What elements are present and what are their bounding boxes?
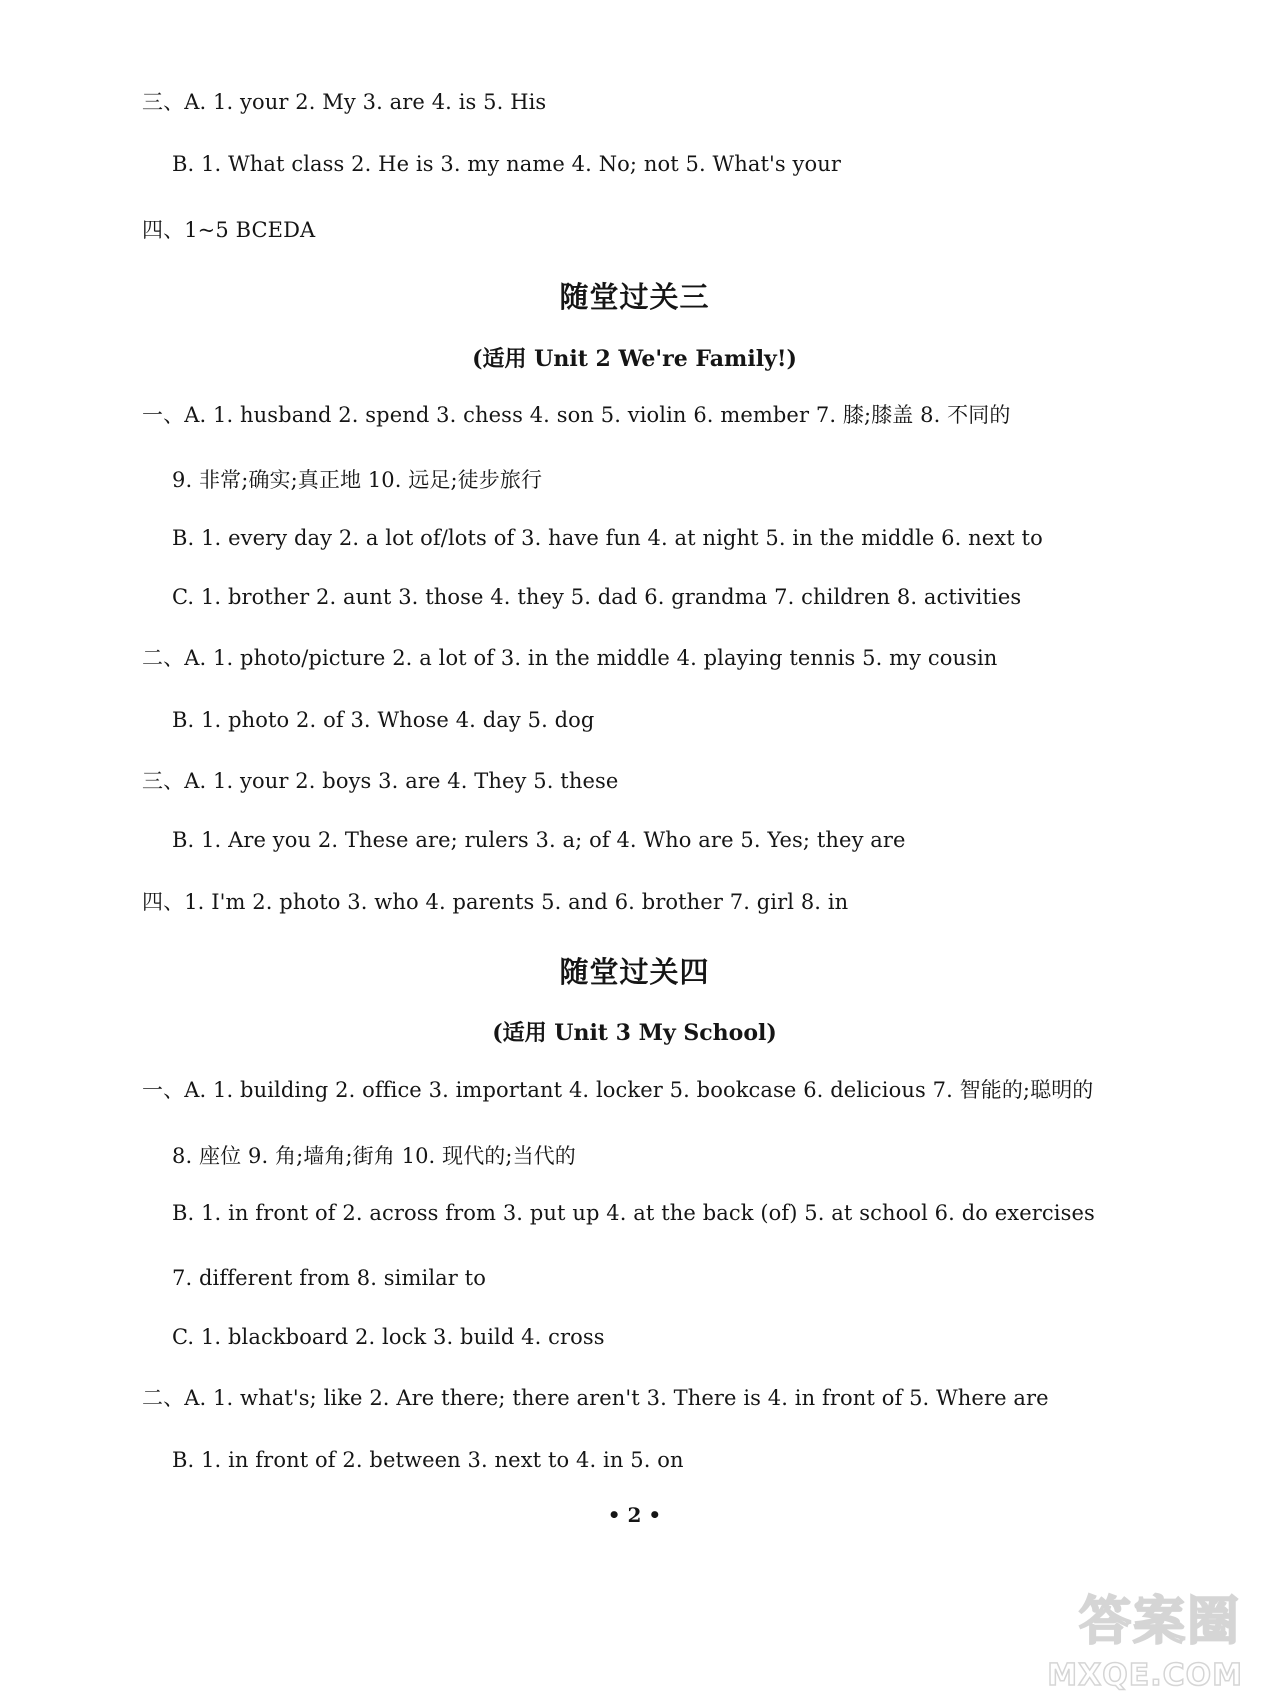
answer-line: 一、A. 1. husband 2. spend 3. chess 4. son 5. violin 6. member 7. 膝;膝盖 8. 不同的 <box>142 403 1011 427</box>
watermark-logo <box>1021 1579 1251 1699</box>
section-title: 随堂过关三 <box>559 280 710 314</box>
answer-line: 二、A. 1. photo/picture 2. a lot of 3. in the middle 4. playing tennis 5. my cousin <box>142 646 998 670</box>
answer-line: B. 1. in front of 2. across from 3. put up 4. at the back (of) 5. at school 6. do exercises <box>172 1201 1095 1225</box>
section-subtitle: (适用 Unit 2 We're Family!) <box>472 346 797 372</box>
answer-line: B. 1. in front of 2. between 3. next to 4. in 5. on <box>172 1448 684 1472</box>
watermark-text: 答案圈 <box>1078 1592 1241 1652</box>
answer-line: B. 1. every day 2. a lot of/lots of 3. have fun 4. at night 5. in the middle 6. next to <box>172 526 1043 550</box>
answer-line: 9. 非常;确实;真正地 10. 远足;徒步旅行 <box>172 468 543 492</box>
answer-line: 四、1. I'm 2. photo 3. who 4. parents 5. and 6. brother 7. girl 8. in <box>142 890 849 914</box>
answer-line: B. 1. What class 2. He is 3. my name 4. No; not 5. What's your <box>172 152 842 176</box>
answer-line: C. 1. blackboard 2. lock 3. build 4. cross <box>172 1325 605 1349</box>
answer-line: B. 1. photo 2. of 3. Whose 4. day 5. dog <box>172 708 595 732</box>
answer-line: C. 1. brother 2. aunt 3. those 4. they 5. dad 6. grandma 7. children 8. activities <box>172 585 1022 609</box>
page-number: • 2 • <box>607 1503 662 1527</box>
answer-line: 三、A. 1. your 2. boys 3. are 4. They 5. these <box>142 769 619 793</box>
answer-line: B. 1. Are you 2. These are; rulers 3. a; of 4. Who are 5. Yes; they are <box>172 828 906 852</box>
answer-line: 8. 座位 9. 角;墙角;街角 10. 现代的;当代的 <box>172 1144 576 1168</box>
watermark-url: MXQE.COM <box>1047 1658 1243 1693</box>
answer-line: 一、A. 1. building 2. office 3. important 4. locker 5. bookcase 6. delicious 7. 智能的;聪明的 <box>142 1078 1094 1102</box>
section-title: 随堂过关四 <box>559 955 710 989</box>
answer-line: 二、A. 1. what's; like 2. Are there; there aren't 3. There is 4. in front of 5. Where are <box>142 1386 1049 1410</box>
answer-line: 三、A. 1. your 2. My 3. are 4. is 5. His <box>142 90 547 114</box>
answer-line: 7. different from 8. similar to <box>172 1266 486 1290</box>
section-subtitle: (适用 Unit 3 My School) <box>492 1020 777 1046</box>
answer-line: 四、1~5 BCEDA <box>142 218 316 242</box>
